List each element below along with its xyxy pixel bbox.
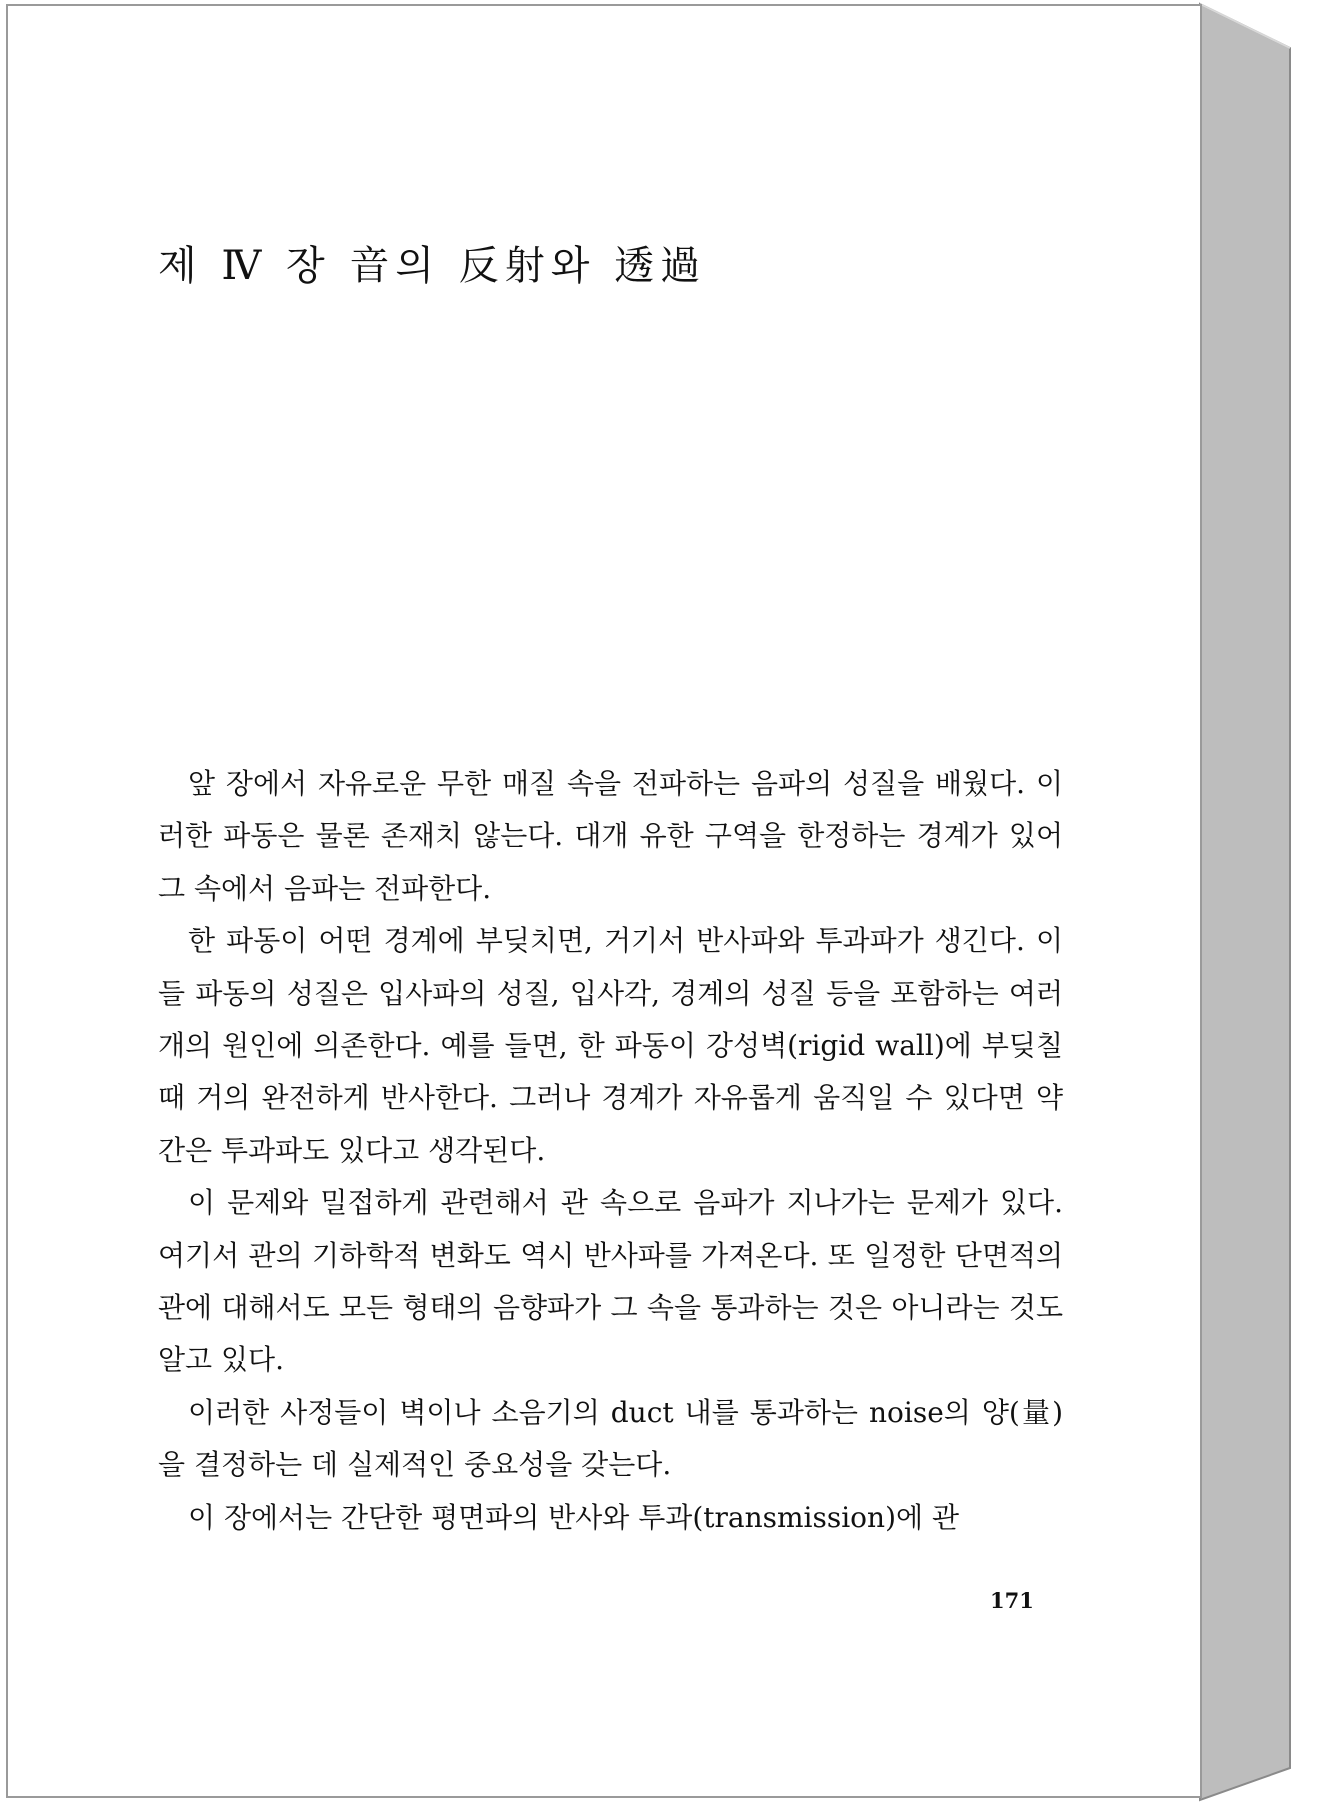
body-text	[158, 758, 1063, 1544]
paragraph: 이 문제와 밀접하게 관련해서 관 속으로 음파가 지나가는 문제가 있다. 여기서 관의 기하학적 변화도 역시 반사파를 가져온다. 또 일정한 단면적의 관에 대해서도 모든 형태의 음향파가 그 속을 통과하는 것은 아니라는 것도 알고 있다.	[158, 1186, 1063, 1377]
book-page	[6, 4, 1202, 1798]
paragraph: 한 파동이 어떤 경계에 부딪치면, 거기서 반사파와 투과파가 생긴다. 이들 파동의 성질은 입사파의 성질, 입사각, 경계의 성질 등을 포함하는 여러 개의 원인에 의존한다. 예를 들면, 한 파동이 강성벽(rigid wall)에 부딪칠 때 거의 완전하게 반사한다. 그러나 경계가 자유롭게 움직일 수 있다면 약간은 투과파도 있다고 생각된다.	[158, 924, 1063, 1167]
chapter-title: 제 Ⅳ 장 音의 反射와 透過	[158, 243, 707, 289]
paragraph: 이러한 사정들이 벽이나 소음기의 duct 내를 통과하는 noise의 양(量)을 결정하는 데 실제적인 중요성을 갖는다.	[158, 1395, 1063, 1482]
paragraph: 이 장에서는 간단한 평면파의 반사와 투과(transmission)에 관	[188, 1500, 959, 1534]
page-number: 171	[990, 1588, 1034, 1613]
paragraph: 앞 장에서 자유로운 무한 매질 속을 전파하는 음파의 성질을 배웠다. 이러한 파동은 물론 존재치 않는다. 대개 유한 구역을 한정하는 경계가 있어 그 속에서 음파는 전파한다.	[158, 767, 1063, 905]
